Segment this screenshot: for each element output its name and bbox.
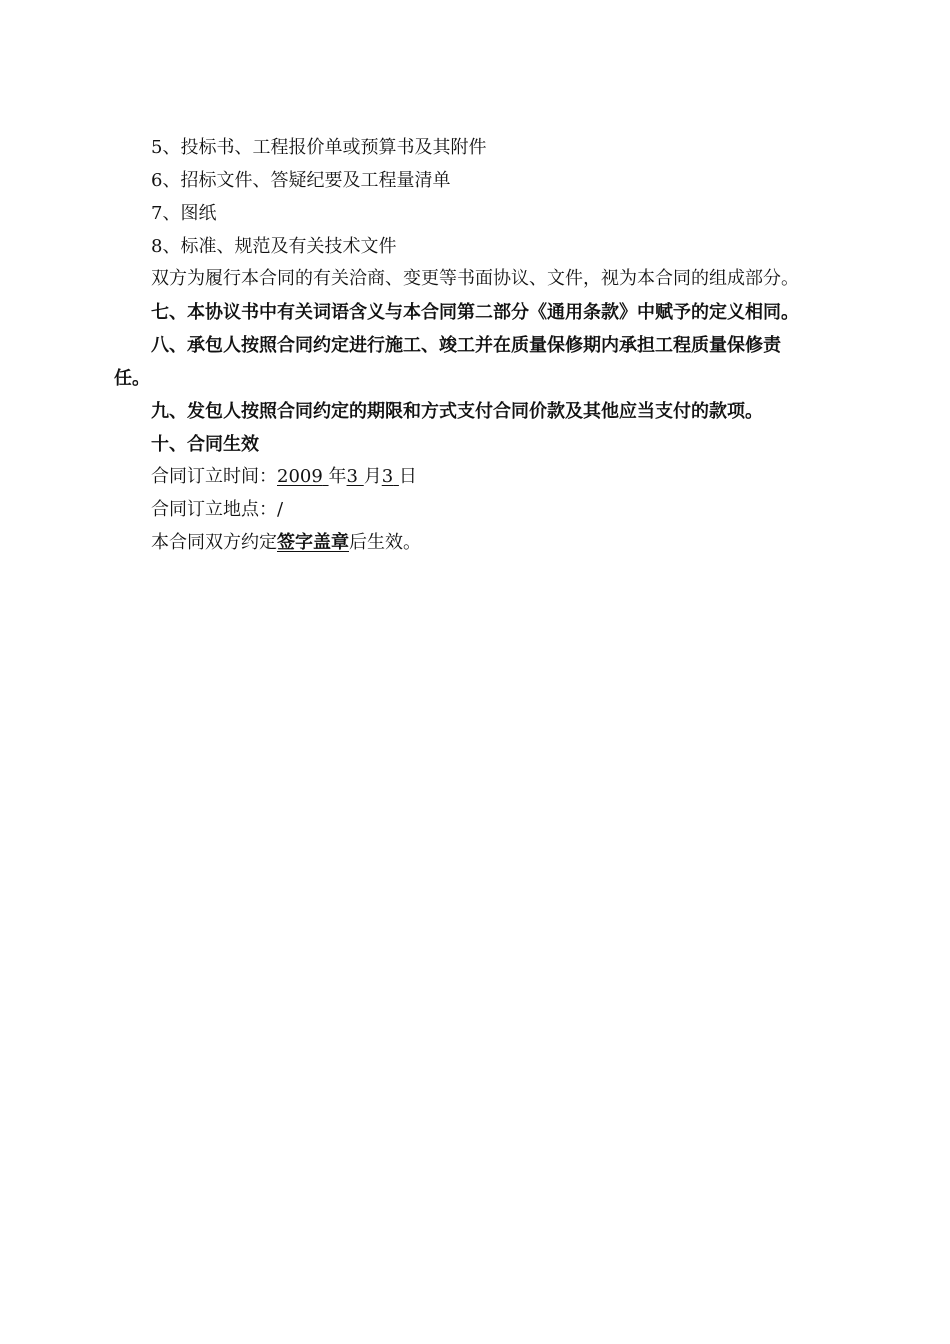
signing-time [151, 465, 417, 489]
clause-eight-line1: 八、承包人按照合同约定进行施工、竣工并在质量保修期内承担工程质量保修责 [151, 335, 781, 356]
effect-prefix: 本合同双方约定 [151, 532, 277, 553]
clause-seven: 七、本协议书中有关词语含义与本合同第二部分《通用条款》中赋予的定义相同。 [151, 302, 799, 323]
clause-ten: 十、合同生效 [151, 434, 259, 455]
signing-time-label: 合同订立时间： [151, 466, 277, 487]
effect-suffix: 后生效。 [349, 532, 421, 553]
signing-month: 3 [346, 466, 358, 487]
signing-year: 2009 [277, 466, 323, 487]
signing-place [151, 498, 283, 522]
item-6: 6、招标文件、答疑纪要及工程量清单 [151, 170, 451, 191]
clause-nine: 九、发包人按照合同约定的期限和方式支付合同价款及其他应当支付的款项。 [151, 401, 763, 422]
signing-day-unit: 日 [398, 466, 417, 487]
signing-place-label: 合同订立地点： [151, 499, 277, 520]
composition-note: 双方为履行本合同的有关洽商、变更等书面协议、文件，视为本合同的组成部分。 [151, 268, 799, 289]
signing-place-value: / [277, 499, 284, 520]
item-5: 5、投标书、工程报价单或预算书及其附件 [151, 137, 487, 158]
clause-eight-line2: 任。 [114, 368, 150, 389]
item-7: 7、图纸 [151, 203, 217, 224]
effect-clause [151, 531, 421, 555]
signing-day: 3 [381, 466, 394, 487]
item-8: 8、标准、规范及有关技术文件 [151, 236, 397, 257]
effect-emphasis: 签字盖章 [277, 532, 349, 553]
signing-year-unit: 年 [328, 466, 347, 487]
signing-month-unit: 月 [363, 466, 382, 487]
